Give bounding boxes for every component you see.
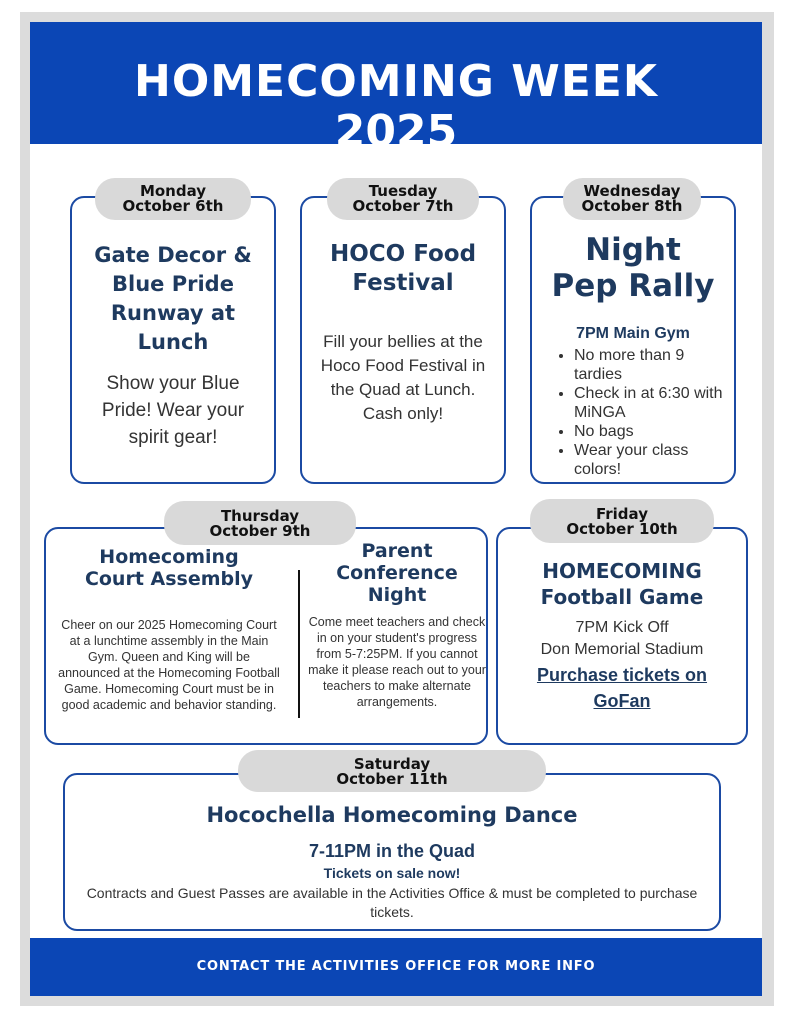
thursday-day: Thursday xyxy=(220,507,300,525)
monday-title: Gate Decor & Blue Pride Runway at Lunch xyxy=(94,243,252,354)
page-title: HOMECOMING WEEK xyxy=(134,56,658,107)
page-title-year: 2025 xyxy=(334,106,458,157)
wednesday-title-line1: Night xyxy=(585,232,681,268)
thursday-date-pill xyxy=(164,501,356,545)
thursday-left-body: Cheer on our 2025 Homecoming Court at a lunchtime assembly in the Main Gym. Queen and King will be announced at the Homecoming Football Game. Homecoming Court must be in good academic and behavior standing. xyxy=(58,618,280,712)
friday-date-pill xyxy=(530,499,714,543)
header-banner xyxy=(30,22,762,157)
wednesday-date-pill xyxy=(563,178,701,220)
friday-kickoff: 7PM Kick Off xyxy=(575,619,669,636)
friday-title-line1: HOMECOMING xyxy=(542,559,702,583)
tuesday-title: HOCO Food Festival xyxy=(329,241,477,296)
wednesday-day: Wednesday xyxy=(583,182,681,200)
friday-venue: Don Memorial Stadium xyxy=(540,641,704,658)
monday-date-pill xyxy=(95,178,251,220)
list-item: • No more than 9 tardies xyxy=(574,346,734,384)
tuesday-date-pill xyxy=(327,178,479,220)
thursday-right-title: Parent Conference Night xyxy=(336,540,458,606)
friday-title-line2: Football Game xyxy=(540,585,704,609)
list-item: • Check in at 6:30 with MiNGA xyxy=(574,384,734,422)
section-divider xyxy=(298,570,300,718)
monday-day: Monday xyxy=(139,182,207,200)
wednesday-title-line2: Pep Rally xyxy=(551,268,715,304)
tuesday-day: Tuesday xyxy=(368,182,438,200)
saturday-date-pill xyxy=(238,750,546,792)
thursday-right-body: Come meet teachers and check in on your student's progress from 5-7:25PM. If you cannot make it please reach out to your teachers to make alternate arrangements. xyxy=(308,615,486,709)
thursday-left-title: Homecoming Court Assembly xyxy=(84,546,254,590)
gofan-ticket-link[interactable]: Purchase tickets on GoFan xyxy=(536,665,708,711)
saturday-title: Hocochella Homecoming Dance xyxy=(206,803,578,827)
tuesday-body-text: Fill your bellies at the Hoco Food Festival in the Quad at Lunch. xyxy=(320,332,486,399)
tuesday-body xyxy=(312,330,494,426)
friday-details xyxy=(506,617,738,661)
friday-link-wrap xyxy=(514,662,730,714)
friday-day: Friday xyxy=(595,505,648,523)
monday-body: Show your Blue Pride! Wear your spirit gear! xyxy=(101,373,245,448)
friday-title xyxy=(510,558,734,610)
saturday-day: Saturday xyxy=(353,755,431,773)
list-item: • Wear your class colors! xyxy=(574,441,734,479)
monday-date: October 6th xyxy=(122,197,224,215)
saturday-body: Contracts and Guest Passes are available in the Activities Office & must be completed to purchase tickets. xyxy=(86,885,698,920)
thursday-date: October 9th xyxy=(209,522,311,540)
saturday-sale: Tickets on sale now! xyxy=(323,865,461,881)
footer-banner xyxy=(30,938,762,996)
friday-date: October 10th xyxy=(566,520,678,538)
list-item: • No bags xyxy=(574,422,734,441)
footer-text: CONTACT THE ACTIVITIES OFFICE FOR MORE INFO xyxy=(196,959,596,974)
wednesday-title xyxy=(540,232,726,304)
saturday-time: 7-11PM in the Quad xyxy=(308,841,476,861)
wednesday-date: October 8th xyxy=(581,197,683,215)
tuesday-body-note: Cash only! xyxy=(362,404,444,423)
saturday-date: October 11th xyxy=(336,770,448,788)
wednesday-bullets xyxy=(556,346,734,479)
tuesday-date: October 7th xyxy=(352,197,454,215)
wednesday-subtitle: 7PM Main Gym xyxy=(576,325,690,342)
